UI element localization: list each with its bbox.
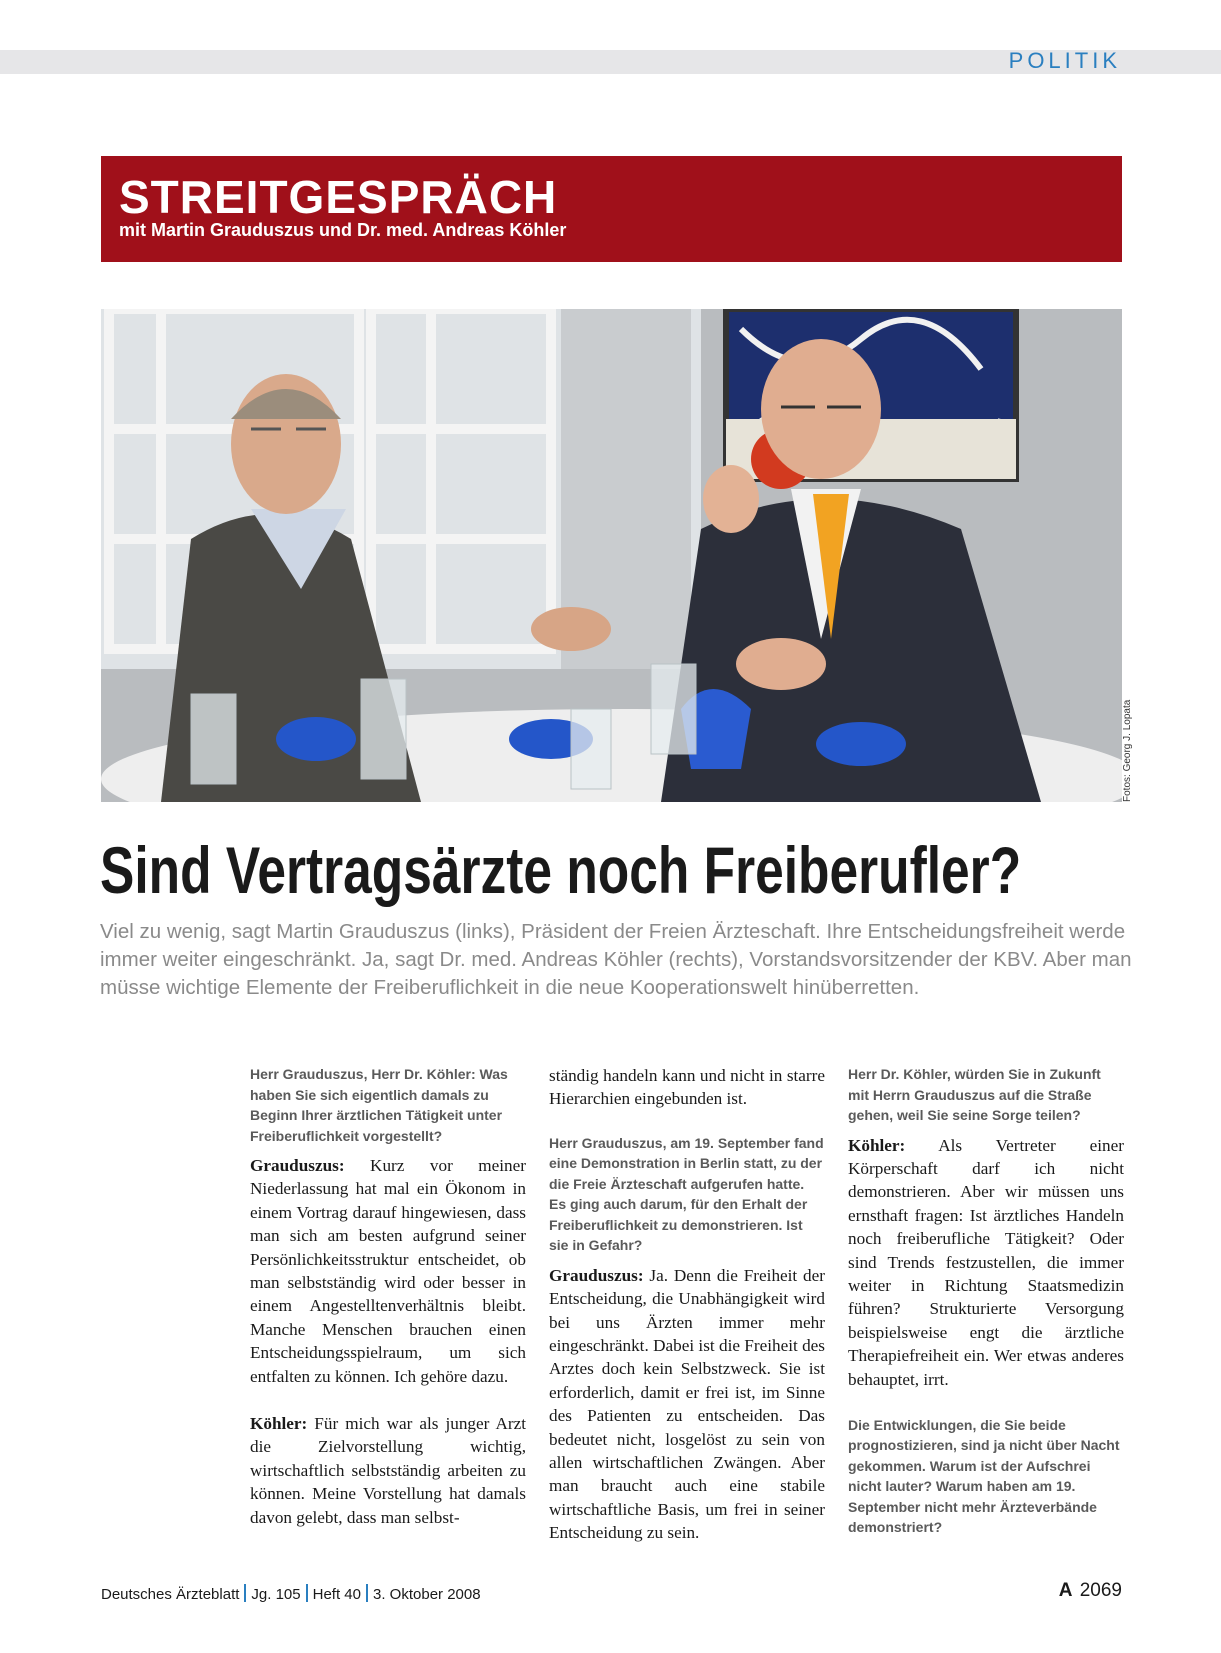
answer-koehler-2 — [848, 1134, 1124, 1391]
answer-koehler-1 — [250, 1412, 526, 1529]
banner-subtitle: mit Martin Grauduszus und Dr. med. Andreas Köhler — [119, 220, 567, 240]
speaker: Köhler: — [250, 1414, 308, 1434]
banner-title: STREITGESPRÄCH — [119, 171, 558, 223]
streitgespraech-banner — [101, 156, 1122, 262]
lede: Viel zu wenig, sagt Martin Grauduszus (links), Präsident der Freien Ärzteschaft. Ihre Entscheidungsfreiheit werde immer weiter eingeschränkt. Ja, sagt Dr. med. Andreas Köhler (rechts), Vorstandsvorsitzender der KBV. Aber man müsse wichtige Elemente der Freiberuflichkeit in die neue Kooperationswelt hinüberretten. — [100, 920, 1132, 999]
question-4: Die Entwicklungen, die Sie beide prognostizieren, sind ja nicht über Nacht gekommen. Warum ist der Aufschrei nicht lauter? Warum haben am 19. September nicht mehr Ärzteverbände demonstriert? — [848, 1416, 1120, 1536]
column-3 — [848, 1064, 1124, 1546]
answer-text: Als Vertreter einer Körperschaft darf ich nicht demonstrieren. Aber wir müssen uns ernsthaft fragen: Ist ärztliches Handeln noch freiberufliche Tätigkeit? Oder sind Trends festzustellen, die immer weiter in Richtung Staatsmedizin führen? Strukturierte Versorgung beispielsweise engt die ärztliche Therapiefreiheit ein. Wer etwas anderes behauptet, irrt. — [848, 1135, 1124, 1389]
answer-text: Ja. Denn die Freiheit der Entscheidung, die Unabhängigkeit wird bei uns Ärzten immer mehr eingeschränkt. Dabei ist die Freiheit des Arztes doch kein Selbstzweck. Sie ist erforderlich, damit er frei ist, im Sinne des Patienten zu entscheiden. Das bedeutet nicht, losgelöst zu sein von allen wirtschaftlichen Zwängen. Aber man braucht auch eine stabile wirtschaftliche Basis, um frei in seiner Entscheidung zu sein. — [549, 1265, 825, 1543]
question-3: Herr Dr. Köhler, würden Sie in Zukunft mit Herrn Grauduszus auf die Straße gehen, weil Sie seine Sorge teilen? — [848, 1066, 1101, 1123]
answer-text: Kurz vor meiner Niederlassung hat mal ein Ökonom in einem Vortrag darauf hingewiesen, dass man sich am besten aufgrund seiner Persönlichkeitsstruktur entscheidet, ob man selbstständig wird oder besser in einem Angestelltenverhältnis bleibt. Manche Menschen brauchen einen Entscheidungsspielraum, um sich entfalten zu können. Ich gehöre dazu. — [250, 1156, 526, 1386]
question-1: Herr Grauduszus, Herr Dr. Köhler: Was haben Sie sich eigentlich damals zu Beginn Ihrer ärztlichen Tätigkeit unter Freiberuflichkeit vorgestellt? — [250, 1066, 508, 1144]
speaker: Grauduszus: — [549, 1265, 644, 1285]
separator — [366, 1584, 368, 1602]
footer-citation — [101, 1584, 481, 1603]
journal-name: Deutsches Ärzteblatt — [101, 1586, 240, 1603]
page-prefix: A — [1058, 1580, 1073, 1601]
separator — [244, 1584, 246, 1602]
page-number-value: 2069 — [1079, 1580, 1122, 1601]
answer-grauduszus-2 — [549, 1264, 825, 1545]
column-1 — [250, 1064, 526, 1553]
volume: Jg. 105 — [251, 1586, 301, 1603]
issue: Heft 40 — [312, 1586, 361, 1603]
issue-date: 3. Oktober 2008 — [373, 1586, 481, 1603]
section-label: POLITIK — [1008, 48, 1121, 73]
question-2: Herr Grauduszus, am 19. September fand eine Demonstration in Berlin statt, zu der die Freie Ärzteschaft aufgerufen hatte. Es ging auch darum, für den Erhalt der Freiberuflichkeit zu demonstrieren. Ist sie in Gefahr? — [549, 1134, 824, 1254]
photo-credit: Fotos: Georg J. Lopata — [1122, 699, 1133, 802]
interview-photo — [101, 309, 1122, 802]
headline: Sind Vertragsärzte noch Freiberufler? — [100, 833, 1022, 907]
answer-grauduszus-1 — [250, 1154, 526, 1388]
answer-text: Für mich war als junger Arzt die Zielvorstellung wichtig, wirtschaftlich selbstständig arbeiten zu können. Meine Vorstellung hat damals davon gelebt, dass man selbst- — [250, 1414, 526, 1527]
page-number — [1059, 1580, 1122, 1602]
speaker: Grauduszus: — [250, 1156, 345, 1175]
answer-continuation: ständig handeln kann und nicht in starre Hierarchien eingebunden ist. — [549, 1066, 825, 1109]
separator — [306, 1584, 308, 1602]
speaker: Köhler: — [848, 1135, 906, 1155]
column-2 — [549, 1064, 825, 1569]
